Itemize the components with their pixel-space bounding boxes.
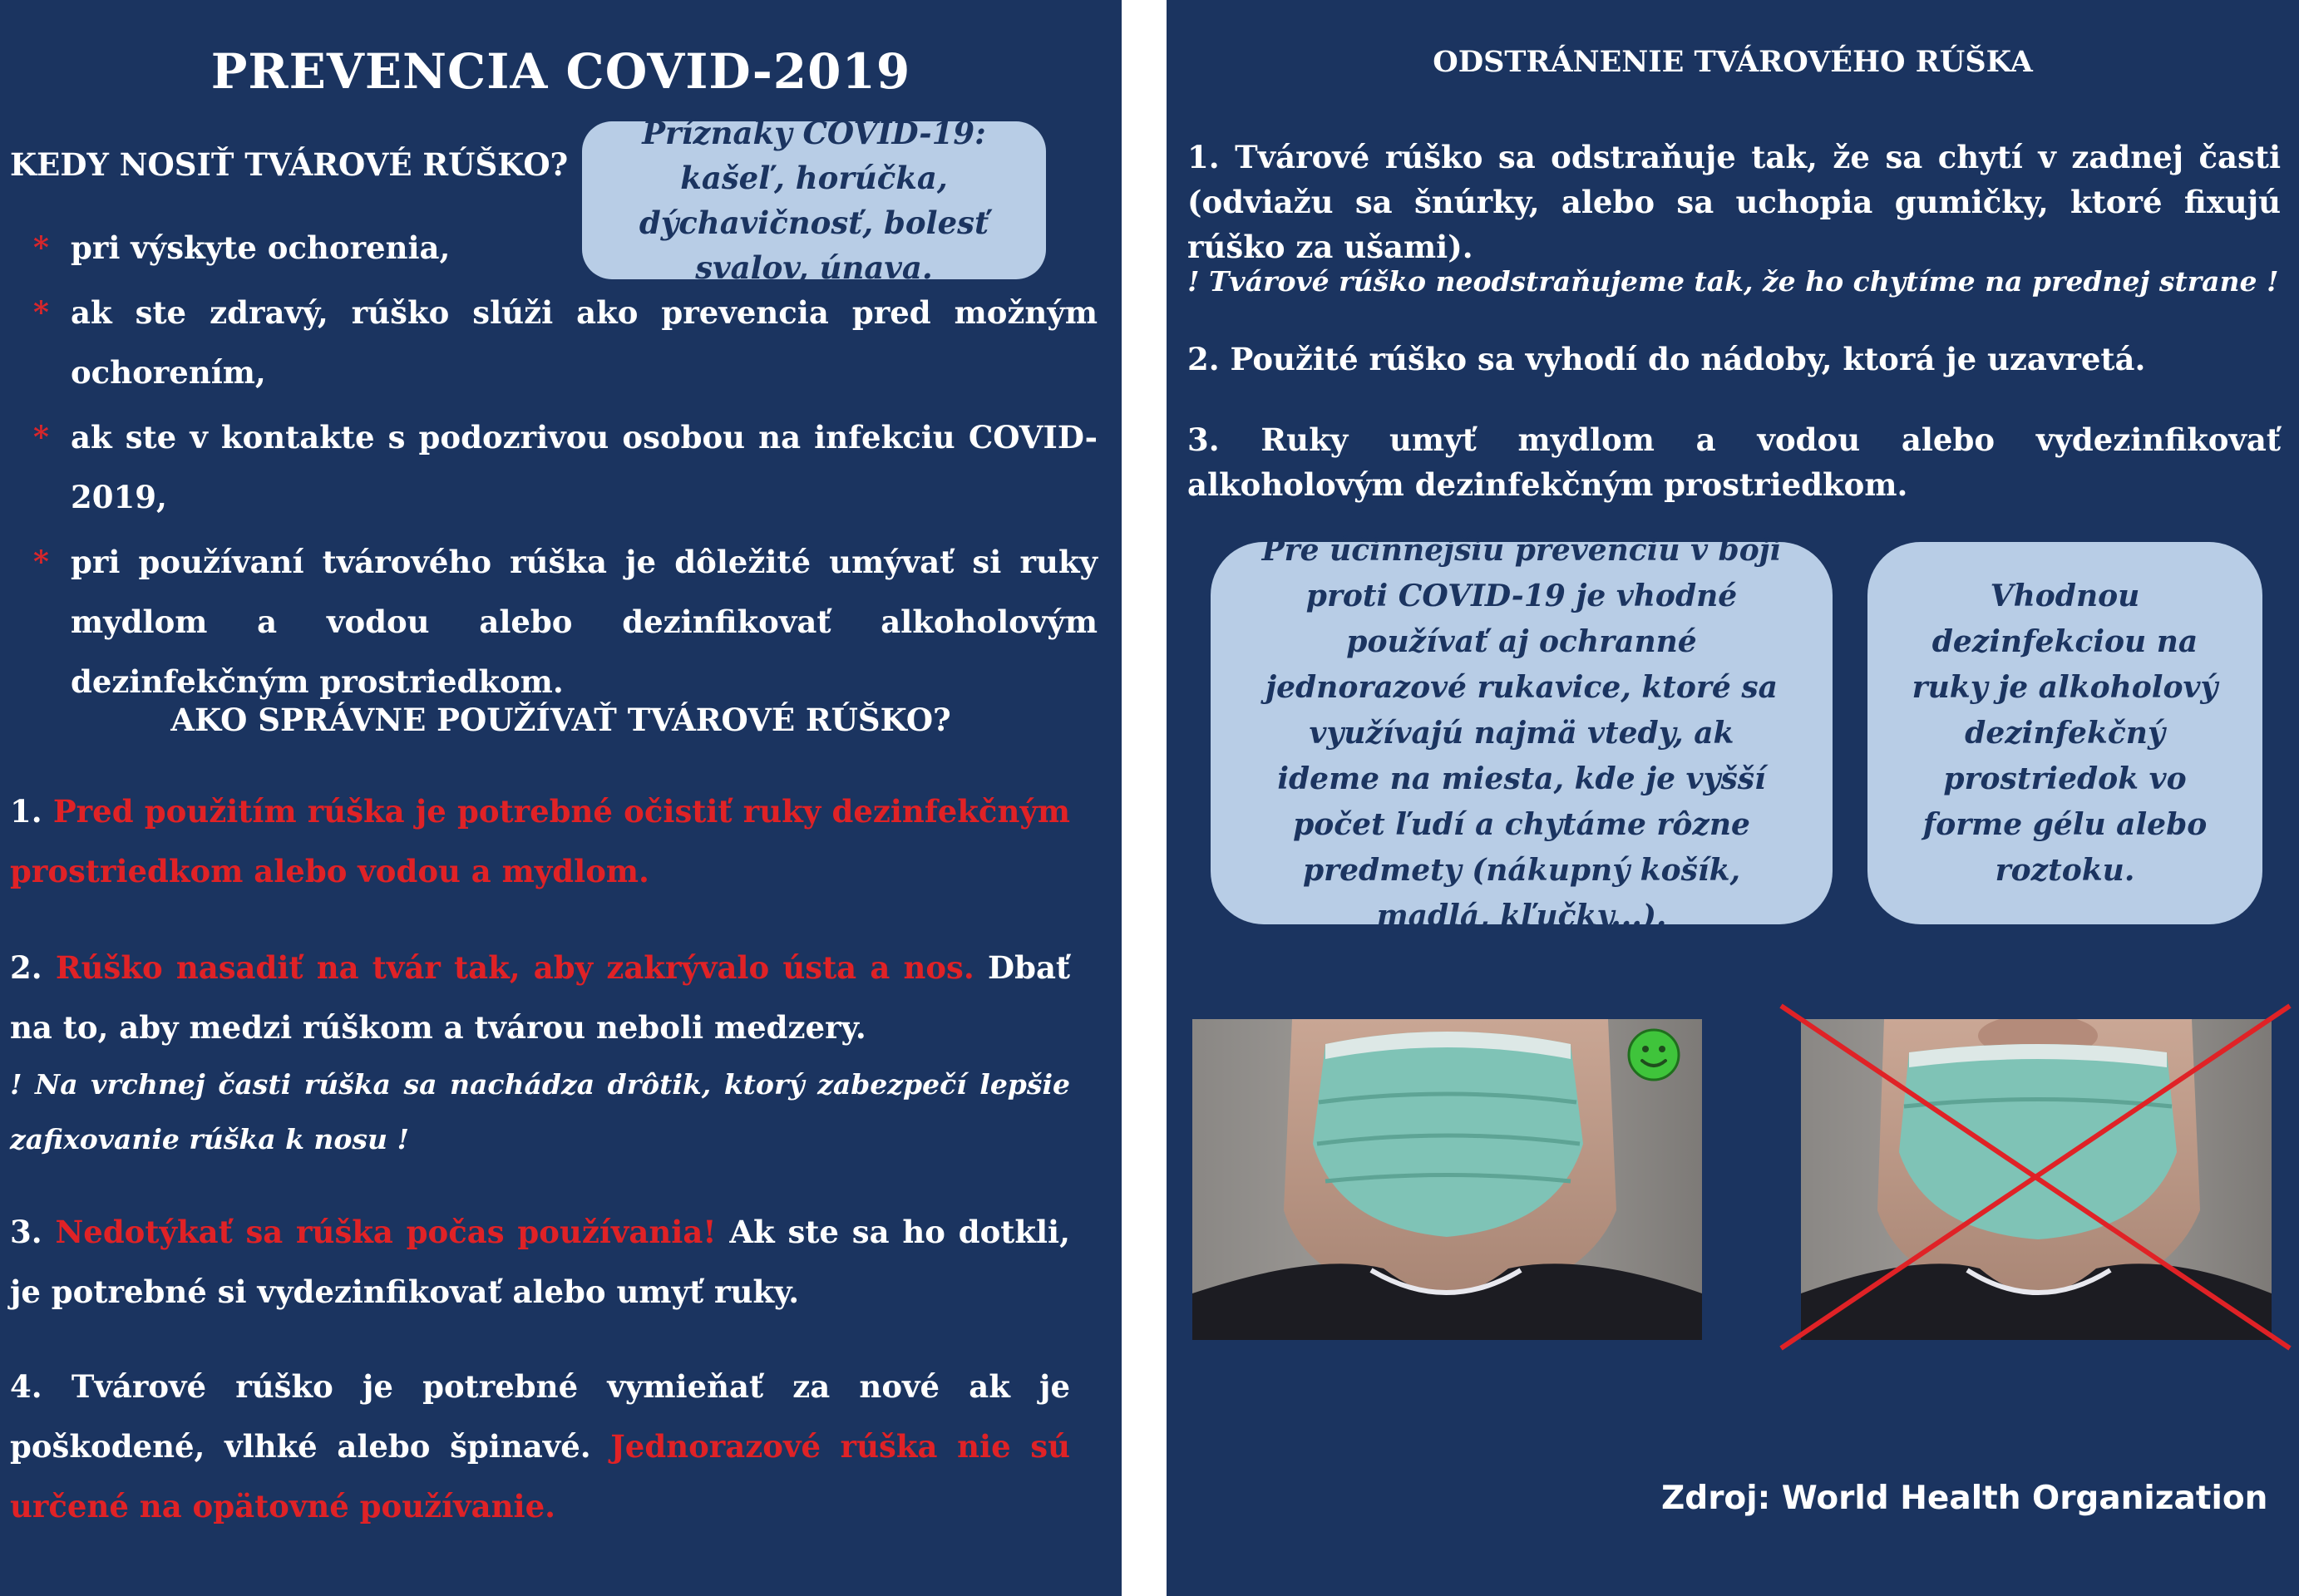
- asterisk-icon: *: [33, 230, 49, 265]
- when-bullet-list: [33, 218, 1098, 717]
- correct-mask-photo: [1192, 1019, 1702, 1340]
- when-heading: KEDY NOSIŤ TVÁROVÉ RÚŠKO?: [10, 146, 569, 183]
- how-step-1: 1. Pred použitím rúška je potrebné očistiť ruky dezinfekčným prostriedkom alebo vodou a mydlom.: [10, 793, 1071, 889]
- gloves-callout: [1211, 532, 1833, 933]
- removal-step-2: 2. Použité rúško sa vyhodí do nádoby, ktorá je uzavretá.: [1187, 341, 2146, 377]
- symptoms-callout-text: Príznaky COVID-19: kašeľ, horúčka, dýchavičnosť, bolesť svalov, únava.: [639, 115, 989, 286]
- removal-heading: ODSTRÁNENIE TVÁROVÉHO RÚŠKA: [1433, 45, 2033, 79]
- list-item: * pri používaní tvárového rúška je dôležité umývať si ruky mydlom a vodou alebo dezinfikovať alkoholovým dezinfekčným prostriedkom.: [33, 532, 1098, 712]
- how-step-3: 3. Nedotýkať sa rúška počas používania! Ak ste sa ho dotkli, je potrebné si vydezinfikovať alebo umyť ruky.: [10, 1214, 1070, 1310]
- smile-icon: [1626, 1027, 1681, 1082]
- how-heading: AKO SPRÁVNE POUŽÍVAŤ TVÁROVÉ RÚŠKO?: [170, 702, 951, 738]
- removal-warning: ! Tvárové rúško neodstraňujeme tak, že ho chytíme na prednej strane !: [1187, 265, 2279, 298]
- removal-step-1: 1. Tvárové rúško sa odstraňuje tak, že sa chytí v zadnej časti (odviažu sa šnúrky, alebo sa uchopia gumičky, ktoré fixujú rúško za ušami).: [1187, 139, 2281, 265]
- removal-step-3: 3. Ruky umyť mydlom a vodou alebo vydezinfikovať alkoholovým dezinfekčným prostriedkom.: [1187, 421, 2281, 503]
- asterisk-icon: *: [33, 295, 49, 330]
- source-label: Zdroj: World Health Organization: [1661, 1480, 2268, 1517]
- disinfection-callout-text: Vhodnou dezinfekciou na ruky je alkoholový dezinfekčný prostriedok vo forme gélu alebo roztoku.: [1912, 578, 2218, 888]
- list-item: * ak ste v kontakte s podozrivou osobou na infekciu COVID-2019,: [33, 407, 1098, 527]
- list-item: * ak ste zdravý, rúško slúži ako prevencia pred možným ochorením,: [33, 283, 1098, 402]
- gloves-callout-text: Pre účinnejšiu prevenciu v boji proti COVID-19 je vhodné používať aj ochranné jednorazové rukavice, ktoré sa využívajú najmä vtedy, ak ideme na miesta, kde je vyšší počet ľudí a chytáme rôzne predmety (nákupný košík, madlá, kľučky...).: [1261, 532, 1782, 933]
- asterisk-icon: *: [33, 544, 49, 579]
- page-title: PREVENCIA COVID-2019: [210, 43, 911, 100]
- asterisk-icon: *: [33, 420, 49, 455]
- how-step-4: 4. Tvárové rúško je potrebné vymieňať za nové ak je poškodené, vlhké alebo špinavé. Jednorazové rúška nie sú určené na opätovné používanie.: [10, 1368, 1070, 1525]
- wire-note: ! Na vrchnej časti rúška sa nachádza drôtik, ktorý zabezpečí lepšie zafixovanie rúška k nosu !: [10, 1068, 1070, 1155]
- disinfection-callout: [1867, 542, 2262, 924]
- how-step-2: 2. Rúško nasadiť na tvár tak, aby zakrývalo ústa a nos. Dbať na to, aby medzi rúškom a tvárou neboli medzery.: [10, 949, 1071, 1046]
- cross-out-icon: [1778, 1002, 2293, 1352]
- list-item: * pri výskyte ochorenia,: [33, 218, 565, 278]
- left-panel: [0, 0, 1122, 1596]
